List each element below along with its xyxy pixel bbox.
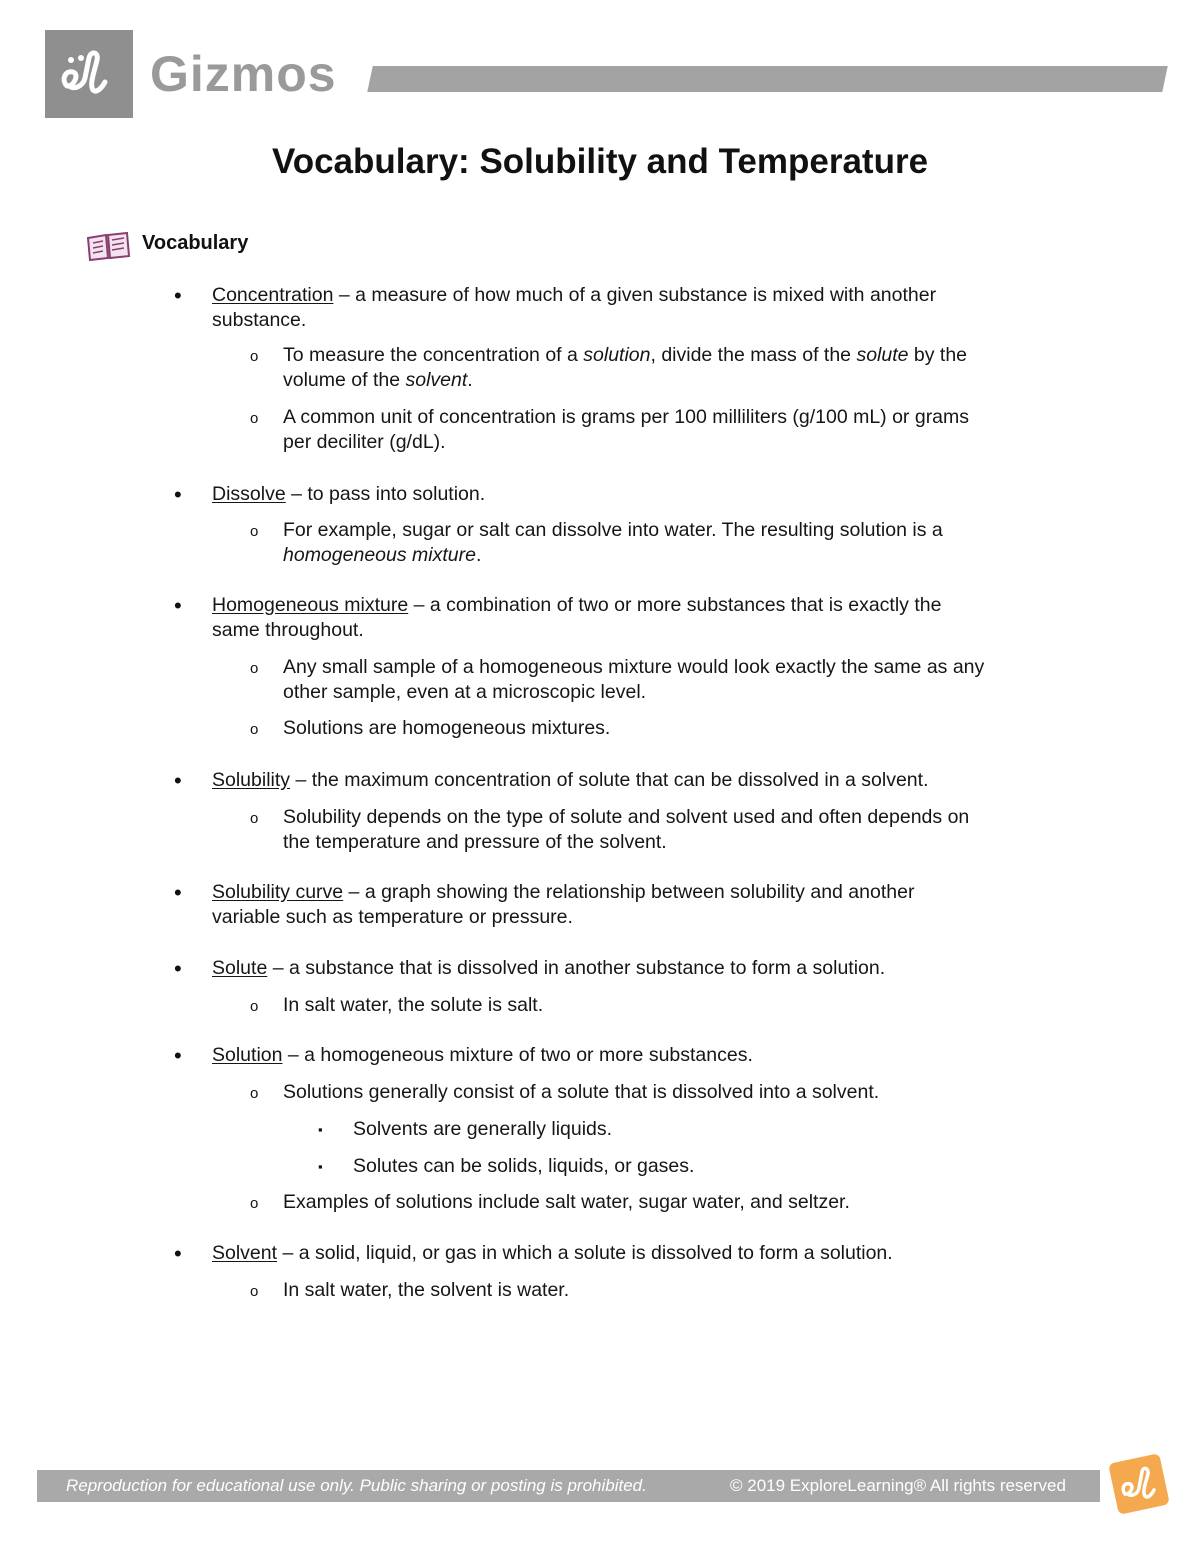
text: . — [467, 369, 473, 391]
sub-bullet-icon: o — [250, 810, 259, 827]
sub-item: Any small sample of a homogeneous mixture would look exactly the same as any — [283, 656, 985, 678]
sub-item-cont: per deciliter (g/dL). — [283, 431, 446, 453]
term-label: Dissolve — [212, 483, 286, 505]
brand-name: Gizmos — [150, 46, 337, 102]
sub-bullet-icon: o — [250, 523, 259, 540]
term-label: Homogeneous mixture — [212, 594, 409, 616]
term-solution — [212, 1043, 753, 1068]
bullet-icon: • — [174, 956, 182, 981]
sub-item: A common unit of concentration is grams per 100 milliliters (g/100 mL) or grams — [283, 406, 970, 428]
text-italic: solvent — [405, 369, 468, 391]
sub-item: Solutions are homogeneous mixtures. — [283, 717, 611, 739]
sub-bullet-icon: o — [250, 998, 259, 1015]
term-label: Solubility curve — [212, 881, 344, 903]
sub-item-cont: the temperature and pressure of the solvent. — [283, 831, 667, 853]
sub-item: Solutions generally consist of a solute that is dissolved into a solvent. — [283, 1081, 880, 1103]
sub-item: In salt water, the solvent is water. — [283, 1279, 570, 1301]
open-book-icon — [85, 230, 131, 262]
text-italic: solution — [583, 344, 651, 366]
text: , divide the mass of the — [650, 344, 857, 366]
sub-item-cont — [283, 368, 473, 393]
term-definition: – a substance that is dissolved in another substance to form a solution. — [267, 957, 886, 979]
term-definition: – to pass into solution. — [285, 483, 486, 505]
term-definition-cont: same throughout. — [212, 619, 364, 641]
header-bar — [367, 66, 1168, 92]
text-italic: homogeneous mixture — [283, 544, 476, 566]
term-definition: – the maximum concentration of solute that can be dissolved in a solvent. — [290, 769, 929, 791]
term-concentration — [212, 283, 936, 308]
term-definition: – a homogeneous mixture of two or more substances. — [282, 1044, 753, 1066]
sub-item: Examples of solutions include salt water, sugar water, and seltzer. — [283, 1191, 850, 1213]
term-solubility-curve — [212, 880, 914, 905]
term-solvent — [212, 1241, 893, 1266]
term-solubility — [212, 768, 928, 793]
term-definition: – a graph showing the relationship between solubility and another — [343, 881, 915, 903]
sub-bullet-icon: o — [250, 410, 259, 427]
sub-item-cont — [283, 543, 481, 568]
sub-bullet-icon: o — [250, 660, 259, 677]
term-label: Solvent — [212, 1242, 278, 1264]
term-solute — [212, 956, 885, 981]
sub-item: For example, sugar or salt can dissolve into water. The resulting solution is a — [283, 519, 943, 541]
sub-item-cont: other sample, even at a microscopic level. — [283, 681, 647, 703]
text: . — [475, 544, 482, 566]
term-definition: – a solid, liquid, or gas in which a solute is dissolved to form a solution. — [277, 1242, 893, 1264]
term-definition-cont: variable such as temperature or pressure. — [212, 906, 573, 928]
page-title: Vocabulary: Solubility and Temperature — [271, 142, 929, 181]
text: To measure the concentration of a — [283, 344, 584, 366]
bullet-icon: • — [174, 283, 182, 308]
term-label: Solution — [212, 1044, 283, 1066]
bullet-icon: • — [174, 1043, 182, 1068]
term-label: Concentration — [212, 284, 334, 306]
bullet-icon: • — [174, 593, 182, 618]
section-heading-label: Vocabulary — [142, 232, 249, 254]
sub-bullet-icon: o — [250, 348, 259, 365]
term-label: Solute — [212, 957, 268, 979]
term-definition: – a combination of two or more substances that is exactly the — [408, 594, 942, 616]
explorelearning-logo — [45, 30, 133, 118]
term-definition: – a measure of how much of a given substance is mixed with another — [333, 284, 937, 306]
sub-bullet-icon: o — [250, 1283, 259, 1300]
term-definition-cont: substance. — [212, 309, 307, 331]
text: by the — [908, 344, 968, 366]
sub-bullet-icon: o — [250, 1085, 259, 1102]
square-bullet-icon: ▪ — [318, 1159, 323, 1174]
bullet-icon: • — [174, 1241, 182, 1266]
footer-notice: Reproduction for educational use only. Public sharing or posting is prohibited. — [66, 1476, 647, 1495]
el-logo-icon — [45, 30, 133, 118]
sub-item — [283, 343, 967, 368]
text-italic: solute — [856, 344, 909, 366]
term-dissolve — [212, 482, 485, 507]
text: volume of the — [283, 369, 406, 391]
sub-bullet-icon: o — [250, 721, 259, 738]
bullet-icon: • — [174, 482, 182, 507]
term-homogeneous-mixture — [212, 593, 941, 618]
bullet-icon: • — [174, 880, 182, 905]
sub-bullet-icon: o — [250, 1195, 259, 1212]
sub-sub-item: Solvents are generally liquids. — [353, 1118, 613, 1140]
footer-copyright: © 2019 ExploreLearning® All rights reserved — [730, 1476, 1066, 1495]
square-bullet-icon: ▪ — [318, 1122, 323, 1137]
bullet-icon: • — [174, 768, 182, 793]
el-badge-icon — [1103, 1448, 1175, 1520]
sub-item: Solubility depends on the type of solute and solvent used and often depends on — [283, 806, 970, 828]
sub-item: In salt water, the solute is salt. — [283, 994, 544, 1016]
sub-sub-item: Solutes can be solids, liquids, or gases. — [353, 1155, 695, 1177]
term-label: Solubility — [212, 769, 291, 791]
